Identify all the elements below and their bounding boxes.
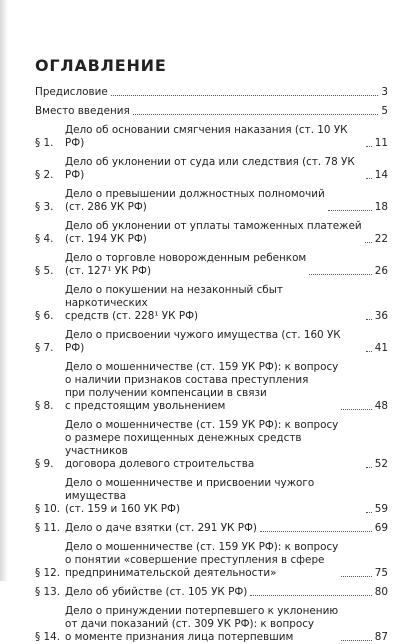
toc-section-number: § 10.	[35, 503, 61, 515]
toc-entry	[35, 284, 388, 323]
page-edge-shadow	[0, 0, 8, 581]
toc-entry-title: Предисловие	[35, 86, 108, 98]
toc-entry-title: Дело о присвоении чужого имущества (ст. 160 УК РФ)	[65, 329, 341, 354]
toc-entry	[35, 105, 388, 118]
toc-entry-body	[65, 541, 388, 580]
toc-section-number: § 12.	[35, 567, 61, 579]
dot-leader	[309, 274, 372, 275]
toc-entry-body	[65, 329, 388, 355]
dot-leader	[250, 595, 371, 596]
toc-section-number: § 13.	[35, 586, 61, 598]
dot-leader	[341, 576, 371, 577]
toc-entry	[35, 124, 388, 150]
toc-section-number: § 11.	[35, 522, 61, 534]
toc-page-number: 5	[381, 105, 388, 117]
toc-entry-body	[65, 477, 388, 516]
dot-leader	[366, 178, 372, 179]
toc-section-number: § 14.	[35, 631, 61, 643]
toc-page-number: 11	[374, 137, 388, 149]
toc-section-number: § 4.	[35, 233, 54, 245]
dot-leader	[366, 351, 372, 352]
toc-page-number: 14	[374, 169, 388, 181]
toc-entry-body	[35, 105, 388, 118]
toc-entry	[35, 329, 388, 355]
toc-entry-body	[65, 188, 388, 214]
toc-entry-body	[65, 252, 388, 278]
toc-section-number: § 9.	[35, 458, 54, 470]
toc-page-number: 22	[374, 233, 388, 245]
toc-entry-title: Дело о даче взятки (ст. 291 УК РФ)	[65, 522, 257, 534]
toc-entry-body	[65, 586, 388, 599]
toc-entry-body	[65, 220, 388, 246]
toc-page-number: 26	[374, 265, 388, 277]
table-of-contents	[35, 86, 388, 644]
toc-entry-title: Дело об уклонении от суда или следствия (ст. 78 УК РФ)	[65, 156, 355, 181]
toc-entry	[35, 419, 388, 471]
dot-leader	[341, 409, 371, 410]
toc-entry-title: Дело о мошенничестве и присвоении чужого имущества (ст. 159 и 160 УК РФ)	[65, 477, 315, 515]
toc-entry-title: Дело об убийстве (ст. 105 УК РФ)	[65, 586, 248, 598]
toc-entry	[35, 477, 388, 516]
toc-section-number: § 2.	[35, 169, 54, 181]
dot-leader	[365, 242, 372, 243]
toc-page-number: 18	[374, 201, 388, 213]
toc-entry	[35, 252, 388, 278]
toc-entry-body	[65, 156, 388, 182]
toc-entry-title: Дело о мошенничестве (ст. 159 УК РФ): к вопросу о размере похищенных денежных средств участников договора долевого строительства	[65, 419, 339, 470]
bleed-through-text	[0, 0, 410, 44]
toc-entry	[35, 586, 388, 599]
toc-section-number: § 6.	[35, 310, 54, 322]
dot-leader	[260, 531, 372, 532]
toc-entry-title: Дело о мошенничестве (ст. 159 УК РФ): к вопросу о понятии «совершение преступления в сфере предпринимательской деятельности»	[65, 541, 339, 579]
page-title: ОГЛАВЛЕНИЕ	[35, 56, 167, 75]
toc-entry-body	[65, 284, 388, 323]
toc-section-number: § 8.	[35, 400, 54, 412]
toc-entry	[35, 220, 388, 246]
toc-entry	[35, 541, 388, 580]
toc-page-number: 69	[374, 522, 388, 534]
toc-entry-title: Вместо введения	[35, 105, 130, 117]
toc-entry	[35, 522, 388, 535]
toc-page-number: 59	[374, 503, 388, 515]
toc-entry	[35, 156, 388, 182]
dot-leader	[133, 114, 379, 115]
dot-leader	[366, 146, 372, 147]
toc-page-number: 87	[374, 631, 388, 643]
dot-leader	[366, 512, 372, 513]
toc-entry-body	[65, 124, 388, 150]
dot-leader	[366, 467, 372, 468]
toc-section-number: § 5.	[35, 265, 54, 277]
toc-entry-body	[65, 361, 388, 413]
toc-entry-title: Дело о принуждении потерпевшего к уклонению от дачи показаний (ст. 309 УК РФ): к вопросу о моменте признания лица потерпевшим	[65, 605, 339, 643]
toc-entry-body	[65, 522, 388, 535]
dot-leader	[341, 640, 372, 641]
dot-leader	[111, 95, 379, 96]
toc-page-number: 80	[374, 586, 388, 598]
toc-page-number: 48	[374, 400, 388, 412]
toc-page-number: 41	[374, 342, 388, 354]
dot-leader	[328, 210, 372, 211]
toc-entry-title: Дело об уклонении от уплаты таможенных платежей (ст. 194 УК РФ)	[65, 220, 362, 245]
toc-entry-title: Дело о мошенничестве (ст. 159 УК РФ): к вопросу о наличии признаков состава преступления при получении компенсации в связи с предстоящим увольнением	[65, 361, 339, 412]
toc-entry-title: Дело о торговле новорожденным ребенком (ст. 127¹ УК РФ)	[65, 252, 307, 277]
toc-entry-title: Дело об основании смягчения наказания (ст. 10 УК РФ)	[65, 124, 348, 149]
toc-entry-title: Дело о покушении на незаконный сбыт наркотических средств (ст. 228¹ УК РФ)	[65, 284, 283, 322]
toc-entry-title: Дело о превышении должностных полномочий (ст. 286 УК РФ)	[65, 188, 325, 213]
toc-entry-body	[35, 86, 388, 99]
toc-page-number: 3	[381, 86, 388, 98]
toc-section-number: § 7.	[35, 342, 54, 354]
toc-entry-body	[65, 419, 388, 471]
toc-entry	[35, 361, 388, 413]
toc-page-number: 75	[374, 567, 388, 579]
toc-entry	[35, 188, 388, 214]
toc-entry	[35, 605, 388, 644]
dot-leader	[366, 319, 372, 320]
toc-section-number: § 1.	[35, 137, 54, 149]
toc-page-number: 36	[374, 310, 388, 322]
toc-page-number: 52	[374, 458, 388, 470]
toc-entry-body	[65, 605, 388, 644]
toc-entry	[35, 86, 388, 99]
toc-section-number: § 3.	[35, 201, 54, 213]
